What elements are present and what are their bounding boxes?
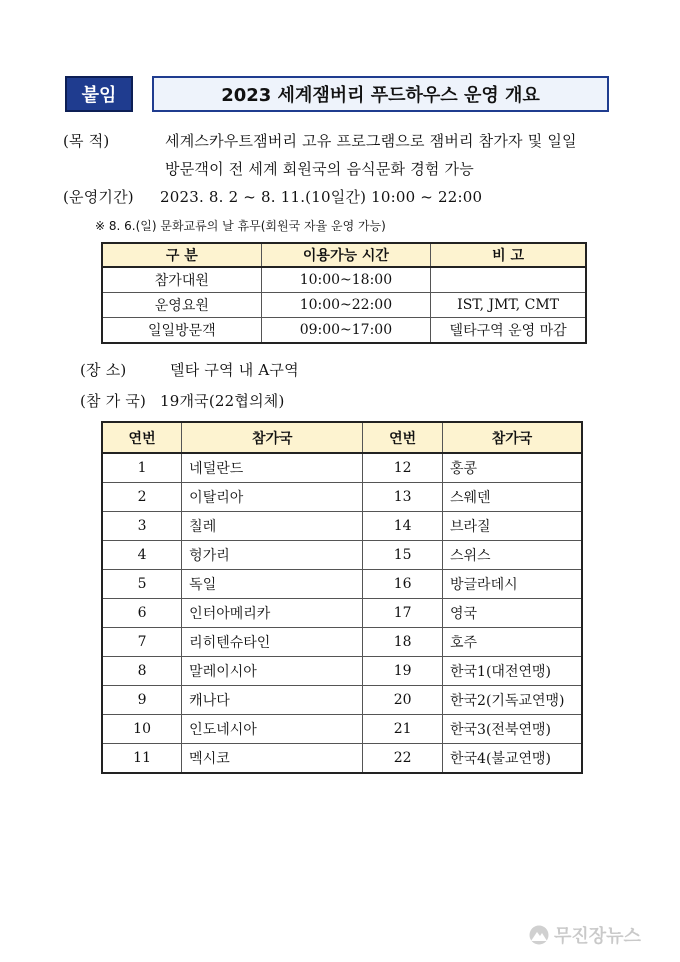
watermark-text: 무진장뉴스 [554, 926, 641, 947]
country-name-cell: 방글라데시 [443, 570, 583, 599]
row-number-cell: 11 [102, 744, 182, 774]
row-number-cell: 9 [102, 686, 182, 715]
country-name-cell: 칠레 [182, 512, 363, 541]
table-cell [431, 267, 586, 293]
country-name-cell: 독일 [182, 570, 363, 599]
row-number-cell: 22 [363, 744, 443, 774]
table-row [102, 293, 586, 318]
column-header: 구 분 [102, 243, 261, 267]
table-row [102, 512, 582, 541]
table-header-row [102, 422, 582, 453]
table-row [102, 267, 586, 293]
table-cell: 09:00~17:00 [261, 318, 431, 344]
country-name-cell: 한국4(불교연맹) [443, 744, 583, 774]
table-cell: 참가대원 [102, 267, 261, 293]
countries-label: (참 가 국) [80, 392, 147, 410]
hours-table [101, 242, 587, 344]
column-header: 연번 [363, 422, 443, 453]
country-name-cell: 스위스 [443, 541, 583, 570]
column-header: 비 고 [431, 243, 586, 267]
table-row [102, 483, 582, 512]
table-cell: 10:00~18:00 [261, 267, 431, 293]
row-number-cell: 20 [363, 686, 443, 715]
location-label: (장 소) [80, 361, 127, 379]
country-name-cell: 한국3(전북연맹) [443, 715, 583, 744]
countries-value: 19개국(22협의체) [160, 392, 285, 410]
table-cell: 델타구역 운영 마감 [431, 318, 586, 344]
column-header: 참가국 [182, 422, 363, 453]
row-number-cell: 1 [102, 453, 182, 483]
column-header: 이용가능 시간 [261, 243, 431, 267]
table-row [102, 570, 582, 599]
country-name-cell: 네덜란드 [182, 453, 363, 483]
watermark [528, 922, 641, 948]
table-cell: 10:00~22:00 [261, 293, 431, 318]
row-number-cell: 13 [363, 483, 443, 512]
row-number-cell: 8 [102, 657, 182, 686]
table-row [102, 715, 582, 744]
row-number-cell: 6 [102, 599, 182, 628]
row-number-cell: 18 [363, 628, 443, 657]
row-number-cell: 7 [102, 628, 182, 657]
country-name-cell: 인도네시아 [182, 715, 363, 744]
column-header: 참가국 [443, 422, 583, 453]
column-header: 연번 [102, 422, 182, 453]
table-row [102, 686, 582, 715]
mountain-logo-icon [528, 925, 550, 945]
country-name-cell: 캐나다 [182, 686, 363, 715]
attachment-badge: 붙임 [65, 76, 133, 112]
table-row [102, 744, 582, 774]
table-row [102, 541, 582, 570]
row-number-cell: 19 [363, 657, 443, 686]
table-row [102, 628, 582, 657]
table-cell: 운영요원 [102, 293, 261, 318]
row-number-cell: 12 [363, 453, 443, 483]
country-name-cell: 이탈리아 [182, 483, 363, 512]
country-name-cell: 헝가리 [182, 541, 363, 570]
country-name-cell: 멕시코 [182, 744, 363, 774]
row-number-cell: 17 [363, 599, 443, 628]
country-name-cell: 홍콩 [443, 453, 583, 483]
country-name-cell: 호주 [443, 628, 583, 657]
country-name-cell: 한국2(기독교연맹) [443, 686, 583, 715]
table-cell: IST, JMT, CMT [431, 293, 586, 318]
period-label: (운영기간) [63, 188, 134, 206]
country-table-body [102, 453, 582, 773]
country-table [101, 421, 583, 774]
row-number-cell: 2 [102, 483, 182, 512]
purpose-line-1: 세계스카우트잼버리 고유 프로그램으로 잼버리 참가자 및 일일 [165, 132, 577, 150]
country-name-cell: 말레이시아 [182, 657, 363, 686]
row-number-cell: 14 [363, 512, 443, 541]
country-name-cell: 리히텐슈타인 [182, 628, 363, 657]
period-note: ※ 8. 6.(일) 문화교류의 날 휴무(회원국 자율 운영 가능) [95, 219, 386, 233]
row-number-cell: 4 [102, 541, 182, 570]
country-name-cell: 브라질 [443, 512, 583, 541]
row-number-cell: 5 [102, 570, 182, 599]
row-number-cell: 16 [363, 570, 443, 599]
purpose-line-2: 방문객이 전 세계 회원국의 음식문화 경험 가능 [165, 160, 474, 178]
period-value: 2023. 8. 2 ~ 8. 11.(10일간) 10:00 ~ 22:00 [160, 188, 483, 206]
table-header-row [102, 243, 586, 267]
row-number-cell: 3 [102, 512, 182, 541]
table-row [102, 657, 582, 686]
country-name-cell: 영국 [443, 599, 583, 628]
purpose-label: (목 적) [63, 132, 110, 150]
row-number-cell: 10 [102, 715, 182, 744]
table-cell: 일일방문객 [102, 318, 261, 344]
page-title: 2023 세계잼버리 푸드하우스 운영 개요 [152, 76, 609, 112]
location-value: 델타 구역 내 A구역 [170, 361, 299, 379]
table-row [102, 599, 582, 628]
country-name-cell: 인터아메리카 [182, 599, 363, 628]
row-number-cell: 15 [363, 541, 443, 570]
country-name-cell: 한국1(대전연맹) [443, 657, 583, 686]
table-row [102, 318, 586, 344]
table-row [102, 453, 582, 483]
country-name-cell: 스웨덴 [443, 483, 583, 512]
row-number-cell: 21 [363, 715, 443, 744]
